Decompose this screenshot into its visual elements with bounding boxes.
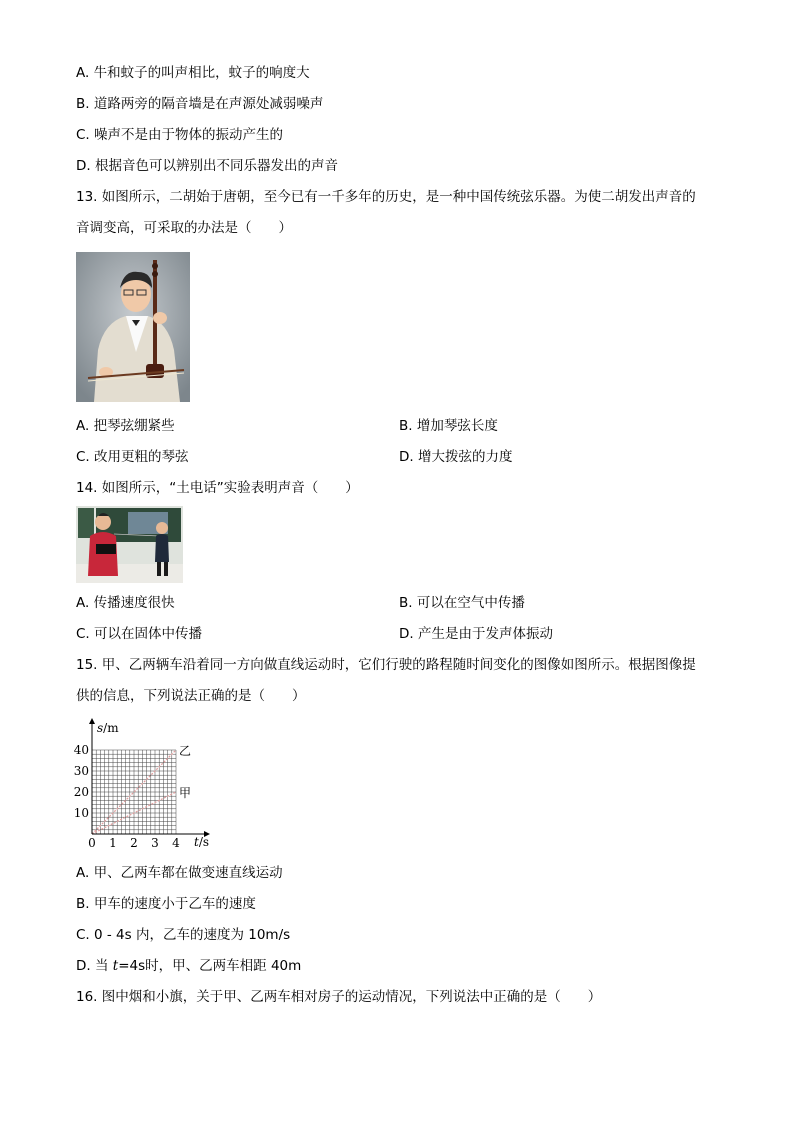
y-tick-label: 10 xyxy=(73,806,89,820)
q15-stem-line2: 供的信息，下列说法正确的是（ ） xyxy=(76,688,306,704)
y-axis-arrow xyxy=(89,718,95,724)
q15-option-a: A. 甲、乙两车都在做变速直线运动 xyxy=(76,865,283,881)
q13-option-a: A. 把琴弦绷紧些 xyxy=(76,418,175,434)
x-tick-label: 1 xyxy=(109,836,117,850)
string-telephone-photo xyxy=(76,506,183,583)
y-tick-label: 20 xyxy=(73,785,89,799)
q15-stem-line1: 15. 甲、乙两辆车沿着同一方向做直线运动时，它们行驶的路程随时间变化的图像如图所示。根据图像提 xyxy=(76,657,696,673)
q13-stem-line2: 音调变高，可采取的办法是（ ） xyxy=(76,220,292,236)
q14-option-a: A. 传播速度很快 xyxy=(76,595,175,611)
y-tick-label: 30 xyxy=(73,764,89,778)
y-axis-label: s/m xyxy=(97,721,119,735)
q12-option-d: D. 根据音色可以辨别出不同乐器发出的声音 xyxy=(76,158,338,174)
q13-option-c: C. 改用更粗的琴弦 xyxy=(76,449,189,465)
series-label-1: 甲 xyxy=(179,786,192,800)
q16-stem: 16. 图中烟和小旗，关于甲、乙两车相对房子的运动情况，下列说法中正确的是（ ） xyxy=(76,989,602,1005)
q15-option-d xyxy=(76,957,301,975)
q13-stem-line1: 13. 如图所示，二胡始于唐朝，至今已有一千多年的历史，是一种中国传统弦乐器。为使二胡发出声音的 xyxy=(76,189,696,205)
x-tick-label: 3 xyxy=(151,836,159,850)
x-tick-label: 2 xyxy=(130,836,138,850)
distance-time-chart xyxy=(70,716,220,854)
q15-option-b: B. 甲车的速度小于乙车的速度 xyxy=(76,896,256,912)
erhu-player-illustration xyxy=(76,252,190,402)
q14-option-c: C. 可以在固体中传播 xyxy=(76,626,203,642)
series-label-0: 乙 xyxy=(179,744,192,758)
q12-option-b: B. 道路两旁的隔音墙是在声源处减弱噪声 xyxy=(76,96,324,112)
q15-option-c: C. 0 - 4s 内，乙车的速度为 10m/s xyxy=(76,927,291,943)
x-tick-label: 0 xyxy=(88,836,96,850)
q15-option-d-suffix: =4s时，甲、乙两车相距 40m xyxy=(118,958,302,974)
chart-series-labels xyxy=(179,744,191,800)
q14-option-b: B. 可以在空气中传播 xyxy=(399,595,525,611)
q13-option-b: B. 增加琴弦长度 xyxy=(399,418,498,434)
q15-option-d-prefix: D. 当 xyxy=(76,958,113,974)
q12-option-c: C. 噪声不是由于物体的振动产生的 xyxy=(76,127,284,143)
y-tick-label: 40 xyxy=(73,743,89,757)
q12-option-a: A. 牛和蚊子的叫声相比，蚊子的响度大 xyxy=(76,65,310,81)
string-telephone-illustration xyxy=(76,506,183,583)
x-axis-label: t/s xyxy=(194,835,210,849)
erhu-player-photo xyxy=(76,252,190,402)
q14-stem: 14. 如图所示，“土电话”实验表明声音（ ） xyxy=(76,480,359,496)
q15-option-d-variable: t xyxy=(112,958,119,974)
q13-option-d: D. 增大拨弦的力度 xyxy=(399,449,513,465)
x-tick-label: 4 xyxy=(172,836,180,850)
q14-option-d: D. 产生是由于发声体振动 xyxy=(399,626,553,642)
